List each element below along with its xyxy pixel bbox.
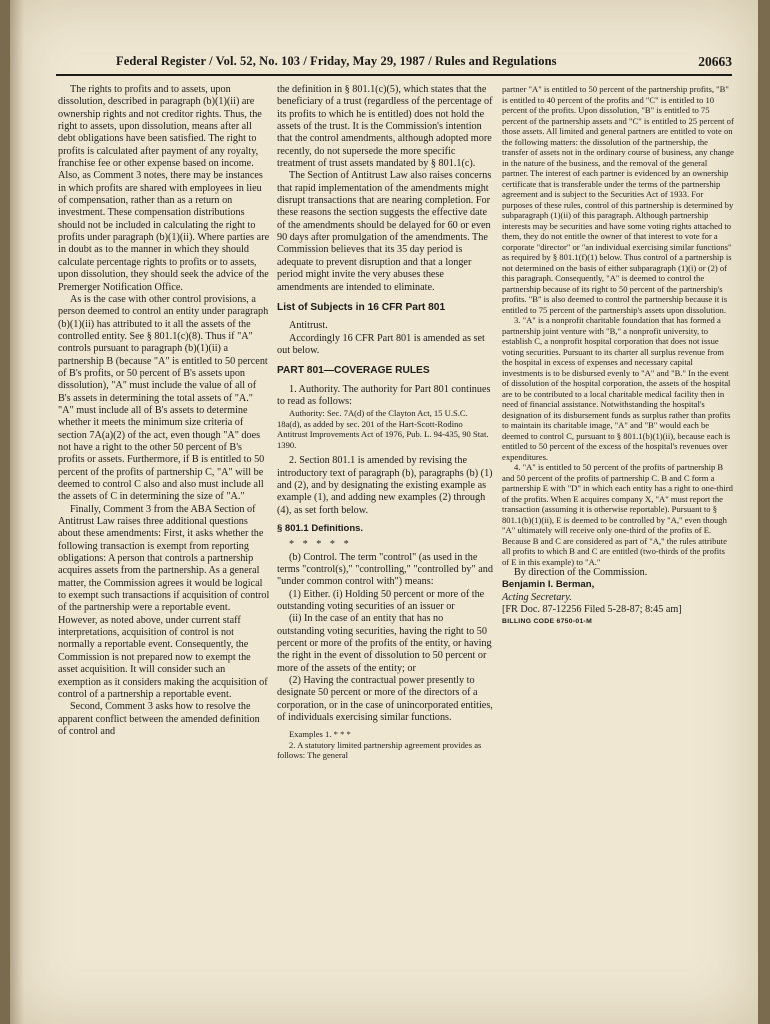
paragraph: (ii) In the case of an entity that has no outstanding voting securities, having the right to 50 percent or more of the profits of the entity, or having the right in the event of dissolution to 50 percent or more of the assets of the entity; or [277, 613, 492, 674]
paragraph: Finally, Comment 3 from the ABA Section of Antitrust Law raises three additional questions about these amendments: First, it asks whether the following transaction is exempt from reporting obligations: A person that controls a partnership acquires assets from the partnership. As a general matter, the Commission agrees it would be logical to exempt such transactions if acquisition of control of the partnership were a reportable event. However, as noted above, under current staff interpretations, acquisition of control is not normally a reportable event. Consequently, the Commission is not prepared now to exempt the asset acquisition. It will consider such an exemption as it considers making the acquisition of control of a partnership a reportable event. [58, 503, 270, 700]
column-1 [58, 84, 270, 738]
billing-code: BILLING CODE 6750-01-M [502, 618, 593, 626]
authority-citation: Authority: Sec. 7A(d) of the Clayton Act, 15 U.S.C. 18a(d), as added by sec. 201 of the Hart-Scott-Rodino Antitrust Improvements Act of 1976, Pub. L. 94-435, 90 Stat. 1390. [277, 408, 489, 450]
section-heading: § 801.1 Definitions. [277, 522, 364, 534]
paragraph: (1) Either. (i) Holding 50 percent or more of the outstanding voting securities of an issuer or [277, 588, 485, 613]
paragraph: Accordingly 16 CFR Part 801 is amended as set out below. [277, 332, 485, 356]
signer-title: Acting Secretary. [502, 591, 572, 603]
paragraph: Second, Comment 3 asks how to resolve the apparent conflict between the amended definition of control and [58, 701, 260, 737]
signer-name: Benjamin I. Berman, [502, 579, 595, 591]
example-paragraph: 2. A statutory limited partnership agreement provides as follows: The general [277, 739, 482, 761]
paragraph: (b) Control. The term "control" (as used in the terms "control(s)," "controlling," "controlled by" and "under common control with") means: [277, 551, 493, 588]
paragraph: 1. Authority. The authority for Part 801 continues to read as follows: [277, 383, 491, 407]
paragraph: By direction of the Commission. [514, 567, 648, 578]
document-page [10, 0, 758, 1024]
omission-stars: * * * * * [289, 539, 352, 551]
example-paragraph: partner "A" is entitled to 50 percent of the partnership profits, "B" is entitled to 40 percent of the profits and "C" is entitled to 10 percent of the profits. Upon dissolution, "B" is entitled to 75 percent of the partnership assets and "C" is entitled to 25 percent of those assets. All limited and general partners are entitled to vote on the following matters: the dissolution of the partnership, the transfer of assets not in the ordinary course of business, any change in the nature of the business, and the removal of the general partner. The interest of each partner is evidenced by an ownership certificate that is transferable under the terms of the partnership agreement and is subject to the Securities Act of 1933. For purposes of these rules, control of this partnership is determined by subparagraph (1)(ii) of this paragraph. Although partnership interests may be securities and have some voting rights attached to them, they do not entitle the owner of that interest to vote for a corporate "director" or "an individual exercising similar functions" as required by § 801.1(f)(1) below. Thus control of a partnership is not determined on the basis of either subparagraph (1)(i) or (2) of this paragraph. Consequently, "A" is deemed to control the partnership because of its right to 50 percent of the partnership's profits. "B" is also deemed to control the partnership because it is entitled to 75 percent of the partnership's assets upon dissolution. [502, 84, 734, 315]
paragraph: As is the case with other control provisions, a person deemed to control an entity under paragraph (b)(1)(ii) has attributed to it all the assets of the controlled entity. See § 801.1(c)(8). Thus if "A" controls pursuant to paragraph (b)(1)(ii) a partnership B (because "A" is entitled to 50 percent of B's profits, or 50 percent of B's assets upon dissolution), "A" must include the value of all of B's assets in determining the total assets of "A." "A" must include all of B's assets to determine whether it meets the minimum size criteria of section 7A(a)(2) of the act, even though "A" does not have a right to the other 50 percent of B's profits or assets. Furthermore, if B is entitled to 50 percent of the profits of partnership C, "A" will be deemed to control C also and also must include all the assets of C in determining the size of "A." [58, 293, 269, 503]
subjects-heading: List of Subjects in 16 CFR Part 801 [277, 301, 446, 313]
example-paragraph: 4. "A" is entitled to 50 percent of the profits of partnership B and 50 percent of the profits of partnership C. B and C form a partnership E with "D" in which each entity has a right to one-third of the profits. When E acquires company X, "A" must report the transaction (assuming it is otherwise reportable). Pursuant to § 801.1(b)(1)(ii), E is deemed to be controlled by "A," even though "A" ultimately will receive only one-third of the profits of E. Because B and C are considered as part of "A," the rules attribute all profits to which B and C are entitled (two-thirds of the profits of E in this example) to "A." [502, 462, 733, 567]
column-3 [502, 84, 734, 629]
paragraph: (2) Having the contractual power presently to designate 50 percent or more of the directors of a corporation, or in the case of unincorporated entities, of individuals exercising similar functions. [277, 675, 493, 724]
fr-doc-line: [FR Doc. 87-12256 Filed 5-28-87; 8:45 am] [502, 604, 682, 616]
paragraph: The Section of Antitrust Law also raises concerns that rapid implementation of the amendments might disrupt transactions that are nearing completion. For these reasons the section suggests the effective date of the amendments should be delayed for 60 or even 90 days after promulgation of the amendments. The Commission believes that its 35 day period is adequate to prevent disruption and that a longer period might invite the very abuses these amendments are intended to eliminate. [277, 170, 492, 293]
page-number: 20663 [698, 54, 732, 69]
example-paragraph: 3. "A" is a nonprofit charitable foundation that has formed a partnership joint venture with "B," a nonprofit university, to establish C, a nonprofit hospital corporation that does not issue voting securities. Pursuant to its charter all surplus revenue from the hospital in excess of expenses and necessary capital investments is to be disbursed evenly to "A" and "B." In the event of dissolution of the hospital corporation, the assets of the hospital are to be contributed to a local charitable medical facility then in need of financial assistance. Notwithstanding the hospital's designation of its disbursement funds as surplus rather than profits to maintain its charitable image, "A" and "B" would each be deemed to control C, pursuant to § 801.1(b)(1)(ii), because each is entitled to 50 percent of the excess of the hospital's revenues over expenditures. [502, 315, 731, 462]
running-header [56, 52, 732, 76]
column-2 [277, 84, 493, 761]
examples-label: Examples 1. * * * [289, 729, 351, 740]
subjects-list: Antitrust. [289, 320, 328, 332]
paragraph: The rights to profits and to assets, upon dissolution, described in paragraph (b)(1)(ii) are ownership rights and not creditor rights. Thus, the right to assets, upon dissolution, means after all debt obligations have been satisfied. The right to profits is calculated after payment of any royalty, franchise fee or other expense based on income. Also, as Comment 3 notes, there may be instances in which profits are shared with employees in lieu of compensation, rather than as a return on investment. These compensation distributions should not be included in calculating the right to profits under paragraph (b)(1)(ii). Where parties are in doubt as to the manner in which they should calculate percentage rights to profits or to assets, upon dissolution, they should seek the advice of the Premerger Notification Office. [58, 84, 270, 293]
paragraph: 2. Section 801.1 is amended by revising the introductory text of paragraph (b), paragraphs (b) (1) and (2), and by designating the existing example as example (1), and adding new examples (2) through (4), as set forth below. [277, 455, 493, 516]
part-heading: PART 801—COVERAGE RULES [277, 365, 430, 377]
paragraph: the definition in § 801.1(c)(5), which states that the beneficiary of a trust (regardless of the percentage of its profits to which he is entitled) does not hold the assets of the trust. It is the Commission's intention that the control amendments, although adopted more recently, do not supersede the more specific treatment of trust assets mandated by § 801.1(c). [277, 84, 493, 170]
running-head-title: Federal Register / Vol. 52, No. 103 / Friday, May 29, 1987 / Rules and Regulations [116, 54, 557, 68]
